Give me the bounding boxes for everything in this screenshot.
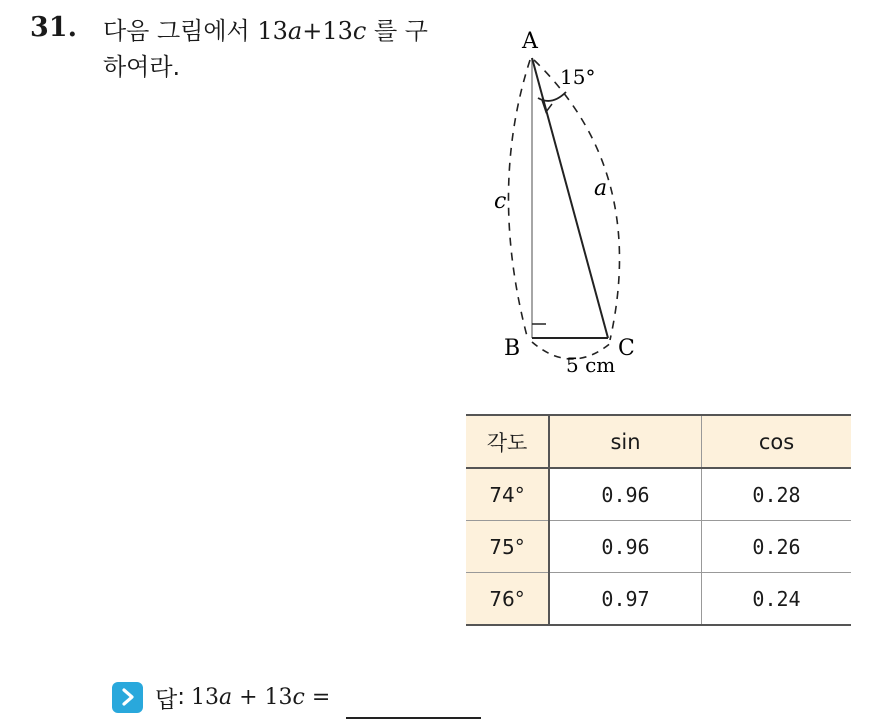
sin-cell: 0.97	[549, 573, 702, 626]
cos-cell: 0.24	[702, 573, 851, 626]
question-text-after: 를 구하여라.	[103, 17, 428, 81]
header-sin: sin	[549, 415, 702, 468]
answer-expression	[191, 685, 330, 710]
table-row	[466, 521, 851, 573]
answer-line	[112, 680, 481, 714]
side-c-label: c	[494, 189, 507, 214]
cos-cell: 0.26	[702, 521, 851, 573]
header-cos: cos	[702, 415, 851, 468]
answer-colon: :	[177, 684, 185, 710]
table-row	[466, 573, 851, 626]
angle-A-label: 15°	[560, 65, 596, 89]
table-row	[466, 468, 851, 521]
vertex-C-label: C	[618, 336, 635, 361]
expr-var-a: a	[287, 17, 303, 45]
answer-equals: =	[304, 684, 331, 710]
table-header-row	[466, 415, 851, 468]
vertex-A-label: A	[522, 29, 538, 54]
sin-cell: 0.96	[549, 468, 702, 521]
question-text-before: 다음 그림에서	[103, 17, 258, 45]
cos-cell: 0.28	[702, 468, 851, 521]
angle-cell: 75°	[466, 521, 549, 573]
side-a-label: a	[594, 176, 608, 201]
question-number: 31.	[30, 12, 77, 43]
sin-cell: 0.96	[549, 521, 702, 573]
chevron-right-icon	[112, 682, 143, 713]
trig-table	[466, 414, 851, 626]
triangle-figure	[480, 20, 680, 380]
expr-coef-a: 13	[257, 17, 288, 45]
angle-cell: 74°	[466, 468, 549, 521]
answer-var-c: c	[292, 684, 305, 710]
question-text	[103, 13, 443, 85]
brace-c	[508, 60, 530, 340]
side-BC-label: 5 cm	[566, 353, 616, 377]
vertex-B-label: B	[504, 336, 521, 361]
question-expression	[257, 17, 366, 45]
expr-coef-c: +13	[302, 17, 353, 45]
answer-coef-c: + 13	[232, 684, 293, 710]
expr-var-c: c	[352, 17, 367, 45]
answer-label: 답	[155, 686, 178, 713]
header-angle: 각도	[466, 415, 549, 468]
answer-blank[interactable]	[346, 687, 481, 719]
answer-var-a: a	[218, 684, 233, 710]
answer-coef-a: 13	[190, 684, 219, 710]
angle-cell: 76°	[466, 573, 549, 626]
